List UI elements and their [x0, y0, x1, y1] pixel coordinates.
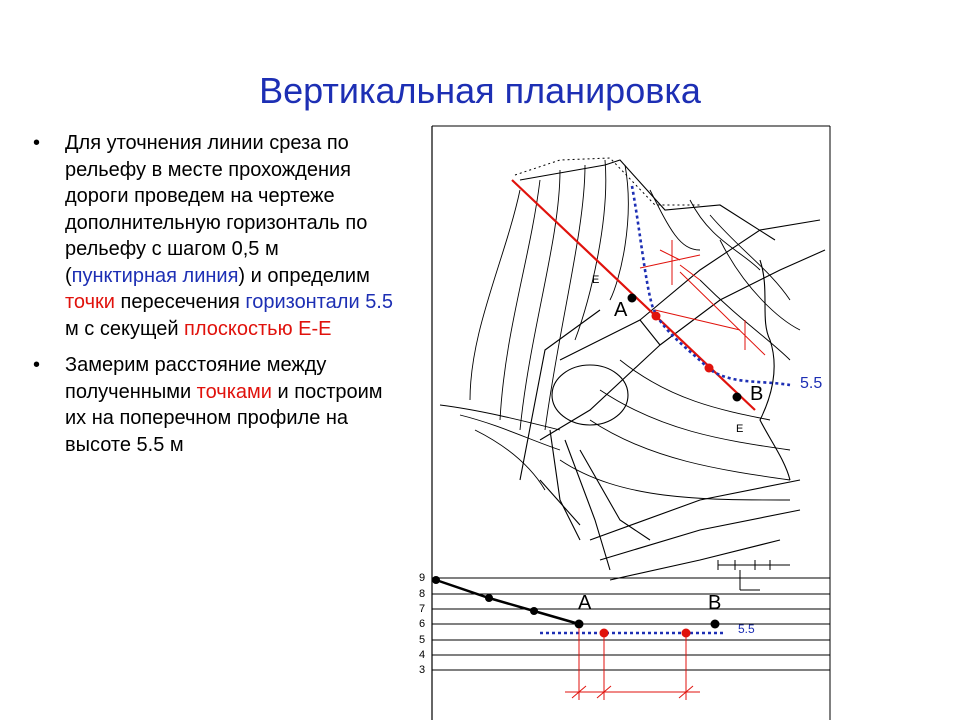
- profile-label-b: B: [708, 592, 722, 614]
- profile-tick-3: 3: [419, 664, 426, 676]
- bullet1-points-term: точки: [65, 291, 115, 313]
- plan-label-b: B: [750, 383, 764, 405]
- bullet1-text-1: Для уточнения линии среза по рельефу в месте прохождения дороги проведем на чертеже дополнительную горизонталь по рельефу с шагом 0,5 м (: [65, 132, 368, 287]
- profile-tick-7: 7: [419, 603, 426, 615]
- profile-tick-6: 6: [419, 618, 426, 630]
- profile-ground-line: [436, 580, 579, 624]
- bullet2-text-3: и построим их на поперечном профиле на высоте 5.5 м: [65, 380, 383, 456]
- profile-tick-5: 5: [419, 634, 426, 646]
- profile-point-1: [432, 576, 440, 584]
- profile-point-b: [711, 620, 720, 629]
- plan-point-a: [628, 294, 637, 303]
- page-title: Вертикальная планировка: [259, 70, 701, 111]
- profile-point-2: [485, 594, 493, 602]
- profile-point-3: [530, 607, 538, 615]
- bullet1-plane-term: плоскостью Е-Е: [184, 317, 332, 340]
- bullet-dot-icon: •: [33, 354, 41, 376]
- plan-intersection-1: [652, 312, 661, 321]
- profile-level-label: 5.5: [738, 622, 755, 636]
- scale-bar: [718, 560, 790, 590]
- profile-label-a: A: [578, 592, 592, 614]
- plan-e-label-1: E: [592, 274, 600, 286]
- plan-e-label-2: E: [736, 423, 744, 435]
- bullet1-contour-term: горизонтали 5.5: [245, 291, 393, 313]
- profile-tick-9: 9: [419, 572, 426, 584]
- cross-profile: [419, 572, 830, 700]
- profile-levels: [432, 578, 830, 670]
- bullet2-text-1: Замерим расстояние между полученными: [65, 354, 327, 403]
- bullet1-text-3: ) и определим: [238, 264, 370, 287]
- plan-label-a: A: [614, 299, 628, 321]
- profile-tick-8: 8: [419, 588, 426, 600]
- bullet2-points-term: точками: [196, 380, 272, 403]
- profile-intersection-1: [600, 629, 609, 638]
- bullet1-dashed-line-term: пунктирная линия: [71, 264, 239, 287]
- section-marks: [640, 240, 765, 355]
- road-outline: [520, 160, 825, 580]
- plan-intersection-2: [705, 364, 714, 373]
- bullet-dot-icon: •: [33, 132, 41, 154]
- station-line: [515, 158, 700, 205]
- bullet1-text-7: м с секущей: [65, 317, 185, 340]
- bullet1-text-5: пересечения: [114, 291, 246, 313]
- profile-tick-4: 4: [419, 649, 426, 661]
- plan-point-b: [733, 393, 742, 402]
- profile-point-a: [575, 620, 584, 629]
- profile-tick-labels: [419, 572, 425, 676]
- profile-projection-lines: [565, 628, 700, 700]
- profile-intersection-2: [682, 629, 691, 638]
- plan-level-label: 5.5: [800, 375, 823, 392]
